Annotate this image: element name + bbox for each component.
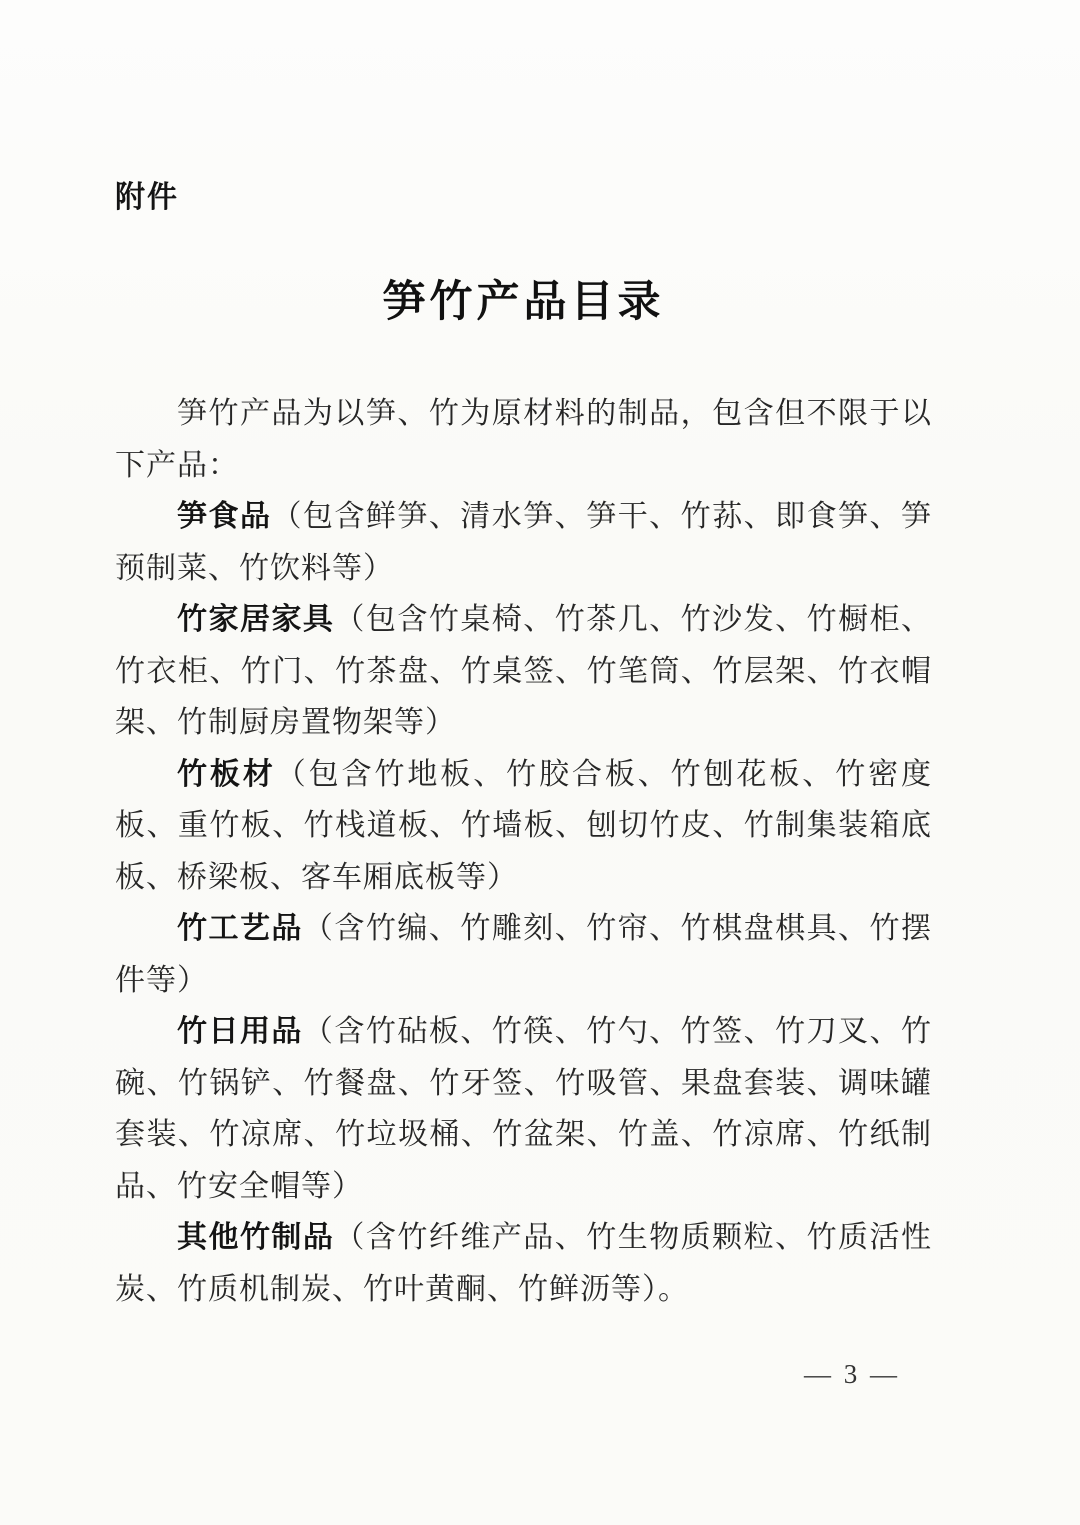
category-name-other: 其他竹制品 [177,1221,335,1254]
category-paragraph-daily-goods [115,1006,932,1212]
category-paragraph-shoot-food [115,491,932,594]
category-desc-other: （含竹纤维产品、竹生物质颗粒、竹质活性炭、竹质机制炭、竹叶黄酮、竹鲜沥等）。 [115,1221,933,1306]
attachment-label: 附件 [115,181,179,214]
document-content [115,0,932,1390]
category-desc-daily-goods: （含竹砧板、竹筷、竹勺、竹签、竹刀叉、竹碗、竹锅铲、竹餐盘、竹牙签、竹吸管、果盘套装、调味罐套装、竹凉席、竹垃圾桶、竹盆架、竹盖、竹凉席、竹纸制品、竹安全帽等） [115,1015,933,1203]
category-desc-crafts: （含竹编、竹雕刻、竹帘、竹棋盘棋具、竹摆件等） [115,912,933,997]
page-number: — 3 — [804,1359,900,1389]
category-paragraph-crafts [115,903,932,1006]
category-name-shoot-food: 笋食品 [177,500,272,533]
category-paragraph-furniture [115,594,932,749]
category-name-board: 竹板材 [177,757,276,791]
category-desc-furniture: （包含竹桌椅、竹茶几、竹沙发、竹橱柜、竹衣柜、竹门、竹茶盘、竹桌签、竹笔筒、竹层架、竹衣帽架、竹制厨房置物架等） [115,603,933,739]
category-paragraph-other [115,1212,932,1315]
category-name-furniture: 竹家居家具 [177,603,335,636]
category-desc-board: （包含竹地板、竹胶合板、竹刨花板、竹密度板、重竹板、竹栈道板、竹墙板、刨切竹皮、竹制集装箱底板、桥梁板、客车厢底板等） [115,757,933,894]
document-body [115,388,932,1315]
category-name-daily-goods: 竹日用品 [177,1015,303,1048]
category-desc-shoot-food: （包含鲜笋、清水笋、笋干、竹荪、即食笋、笋预制菜、竹饮料等） [115,500,933,585]
category-name-crafts: 竹工艺品 [177,912,303,945]
page-title: 笋竹产品目录 [382,279,665,326]
category-paragraph-board [115,749,932,904]
intro-paragraph: 笋竹产品为以笋、竹为原材料的制品，包含但不限于以下产品： [115,397,932,482]
